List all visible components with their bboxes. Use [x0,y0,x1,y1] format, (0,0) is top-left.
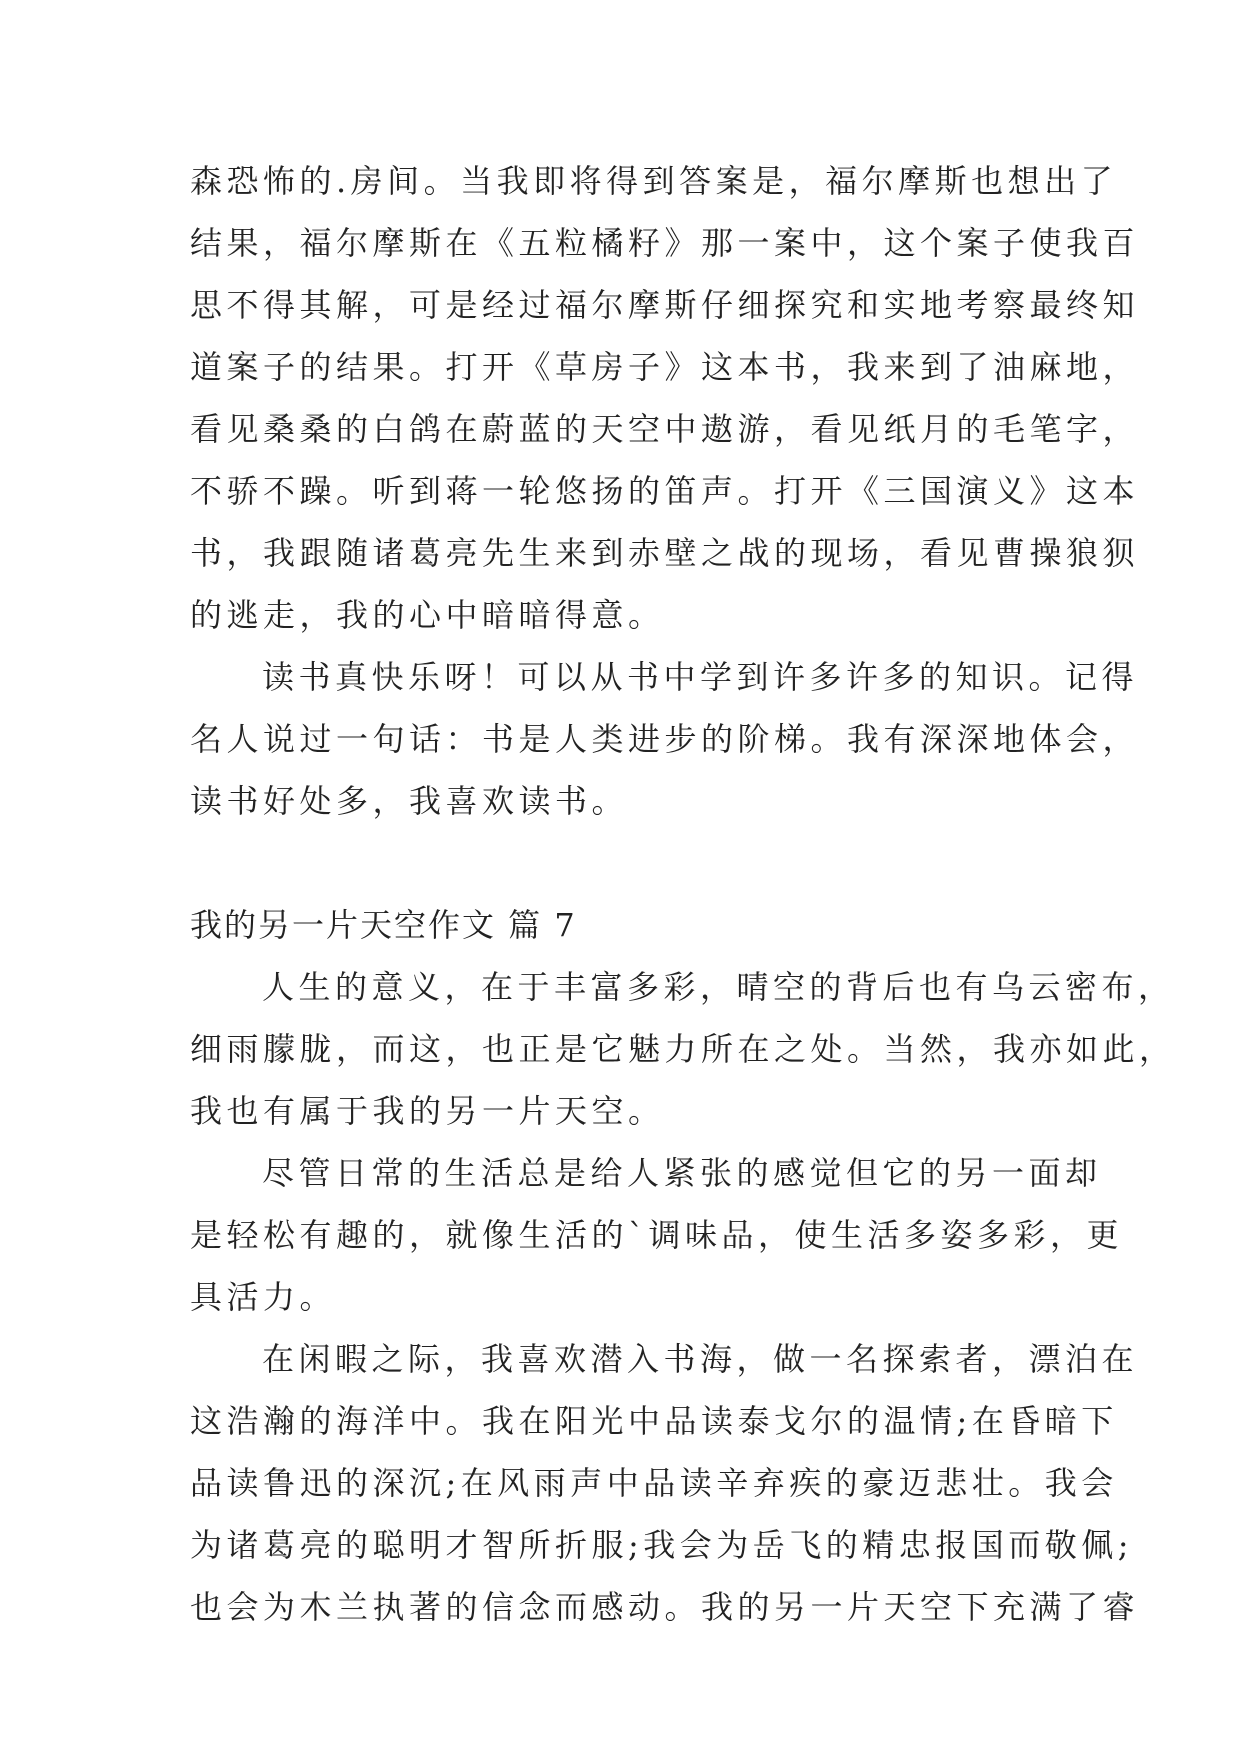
text-line: 我也有属于我的另一片天空。 [190,1092,665,1130]
text-line: 具活力。 [190,1278,337,1316]
text-line: 为诸葛亮的聪明才智所折服;我会为岳飞的精忠报国而敬佩; [190,1526,1134,1564]
document-body [190,150,1176,1638]
text-line: 的逃走，我的心中暗暗得意。 [190,596,665,634]
section-gap [190,832,1070,894]
paragraph-first-line: 读书真快乐呀！可以从书中学到许多许多的知识。记得 [262,658,1139,696]
text-line: 是轻松有趣的，就像生活的`调味品，使生活多姿多彩，更 [190,1216,1124,1254]
paragraph-first-line: 在闲暇之际，我喜欢潜入书海，做一名探索者，漂泊在 [262,1340,1139,1378]
text-line: 书，我跟随诸葛亮先生来到赤壁之战的现场，看见曹操狼狈 [190,534,1140,572]
text-line: 结果，福尔摩斯在《五粒橘籽》那一案中，这个案子使我百 [190,224,1140,262]
paragraph-first-line: 尽管日常的生活总是给人紧张的感觉但它的另一面却 [262,1154,1102,1192]
text-line: 思不得其解，可是经过福尔摩斯仔细探究和实地考察最终知 [190,286,1140,324]
paragraph-first-line: 人生的意义，在于丰富多彩，晴空的背后也有乌云密布， [262,968,1175,1006]
text-line: 森恐怖的.房间。当我即将得到答案是，福尔摩斯也想出了 [190,162,1118,200]
text-line: 读书好处多，我喜欢读书。 [190,782,629,820]
text-line: 不骄不躁。听到蒋一轮悠扬的笛声。打开《三国演义》这本 [190,472,1140,510]
text-line: 看见桑桑的白鸽在蔚蓝的天空中遨游，看见纸月的毛笔字， [190,410,1140,448]
text-line: 道案子的结果。打开《草房子》这本书，我来到了油麻地， [190,348,1140,386]
text-line: 品读鲁迅的深沉;在风雨声中品读辛弃疾的豪迈悲壮。我会 [190,1464,1118,1502]
text-line: 也会为木兰执著的信念而感动。我的另一片天空下充满了睿 [190,1588,1140,1626]
text-line: 名人说过一句话：书是人类进步的阶梯。我有深深地体会， [190,720,1140,758]
text-line: 这浩瀚的海洋中。我在阳光中品读泰戈尔的温情;在昏暗下 [190,1402,1118,1440]
text-line: 细雨朦胧，而这，也正是它魅力所在之处。当然，我亦如此， [190,1030,1176,1068]
section-heading: 我的另一片天空作文 篇 7 [190,906,577,944]
